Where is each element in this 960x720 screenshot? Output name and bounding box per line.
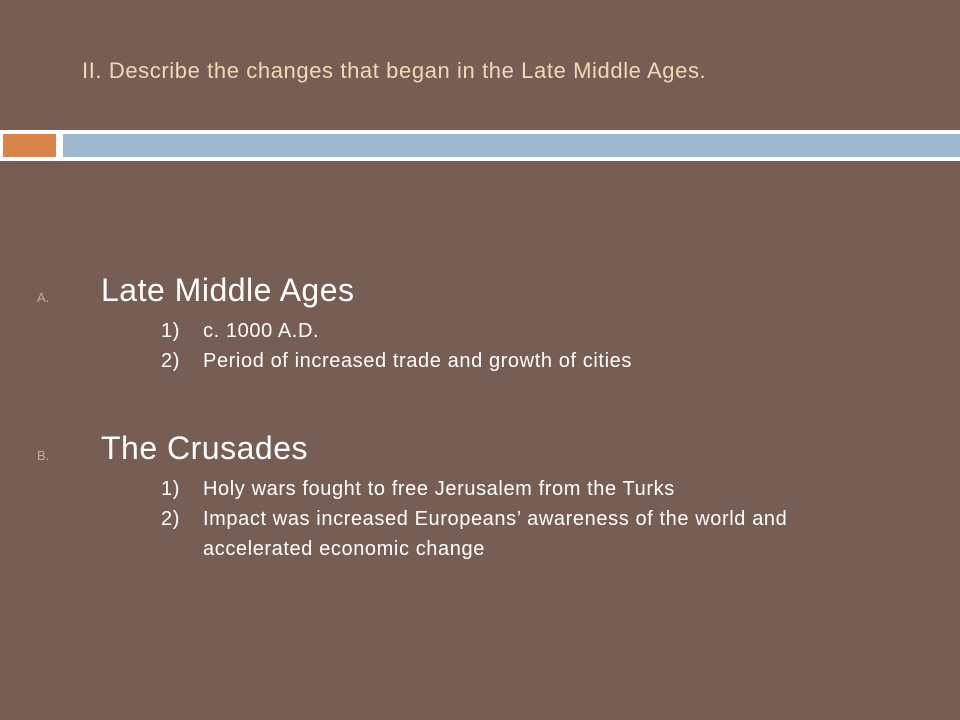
item-number: 1) <box>161 478 180 500</box>
item-text: Impact was increased Europeans’ awareness of the world and accelerated economic change <box>203 508 788 560</box>
item-text: Holy wars fought to free Jerusalem from the Turks <box>203 478 675 500</box>
divider-bar-blue <box>63 134 960 157</box>
divider-accent-orange <box>3 134 56 157</box>
item-text: Period of increased trade and growth of cities <box>203 350 632 372</box>
sub-list <box>161 316 903 376</box>
list-item <box>161 474 903 504</box>
section-marker: B. <box>37 448 50 463</box>
item-number: 2) <box>161 508 180 530</box>
sub-list <box>161 474 903 564</box>
list-item <box>161 346 903 376</box>
item-number: 2) <box>161 350 180 372</box>
item-text: c. 1000 A.D. <box>203 320 320 342</box>
section-heading: The Crusades <box>101 430 308 466</box>
section-marker: A. <box>37 290 50 305</box>
list-item <box>161 316 903 346</box>
title-divider <box>0 130 960 161</box>
slide-title: II. Describe the changes that began in the Late Middle Ages. <box>82 58 707 83</box>
section-heading: Late Middle Ages <box>101 272 355 308</box>
list-item <box>161 504 903 564</box>
item-number: 1) <box>161 320 180 342</box>
